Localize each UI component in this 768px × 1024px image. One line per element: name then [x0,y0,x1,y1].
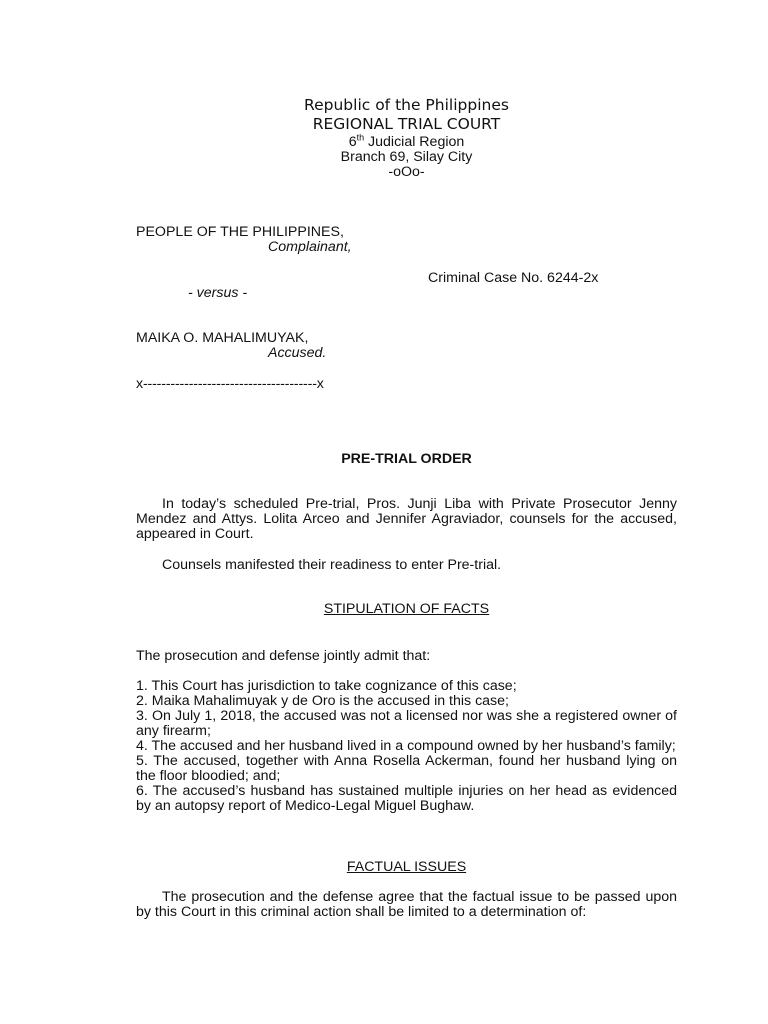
header-court: REGIONAL TRIAL COURT [312,115,501,133]
list-item: 6. The accused’s husband has sustained multiple injuries on her head as evidenced by an autopsy report of Medico-Legal Miguel Bughaw. [136,783,677,814]
list-item: 5. The accused, together with Anna Rosella Ackerman, found her husband lying on the floor bloodied; and; [136,753,677,784]
stipulation-list [136,679,677,814]
list-item: 1. This Court has jurisdiction to take cognizance of this case; [136,678,517,694]
accused-role: Accused. [268,345,327,361]
region-number: 6 [348,134,357,150]
region-suffix: th [356,132,365,143]
header-ornament: -oOo- [388,164,425,180]
stipulation-intro: The prosecution and defense jointly admit that: [136,648,431,664]
caption-divider: x--------------------------------------x [136,376,324,392]
header-branch: Branch 69, Silay City [340,149,473,165]
factual-issues-heading: FACTUAL ISSUES [346,859,467,875]
list-item: 4. The accused and her husband lived in a compound owned by her husband’s family; [136,738,676,754]
stipulation-heading: STIPULATION OF FACTS [323,601,490,617]
header-region [136,132,677,150]
header-republic: Republic of the Philippines [304,96,509,114]
factual-issues-intro: The prosecution and the defense agree that the factual issue to be passed upon by this Court in this criminal action shall be limited to a determination of: [136,889,677,920]
appearance-paragraph: In today’s scheduled Pre-trial, Pros. Junji Liba with Private Prosecutor Jenny Mendez and Attys. Lolita Arceo and Jennifer Agraviador, counsels for the accused, appeared in Court. [136,496,677,542]
list-item: 2. Maika Mahalimuyak y de Oro is the accused in this case; [136,693,509,709]
document-title: PRE-TRIAL ORDER [341,451,472,467]
accused-name: MAIKA O. MAHALIMUYAK, [136,330,309,346]
plaintiff-role: Complainant, [268,239,352,255]
region-text: Judicial Region [364,134,465,150]
versus-label: - versus - [188,285,248,301]
list-item: 3. On July 1, 2018, the accused was not a licensed nor was she a registered owner of any firearm; [136,708,677,739]
readiness-paragraph: Counsels manifested their readiness to enter Pre-trial. [162,557,502,573]
case-number: Criminal Case No. 6244-2x [428,270,599,286]
plaintiff-name: PEOPLE OF THE PHILIPPINES, [136,224,344,240]
